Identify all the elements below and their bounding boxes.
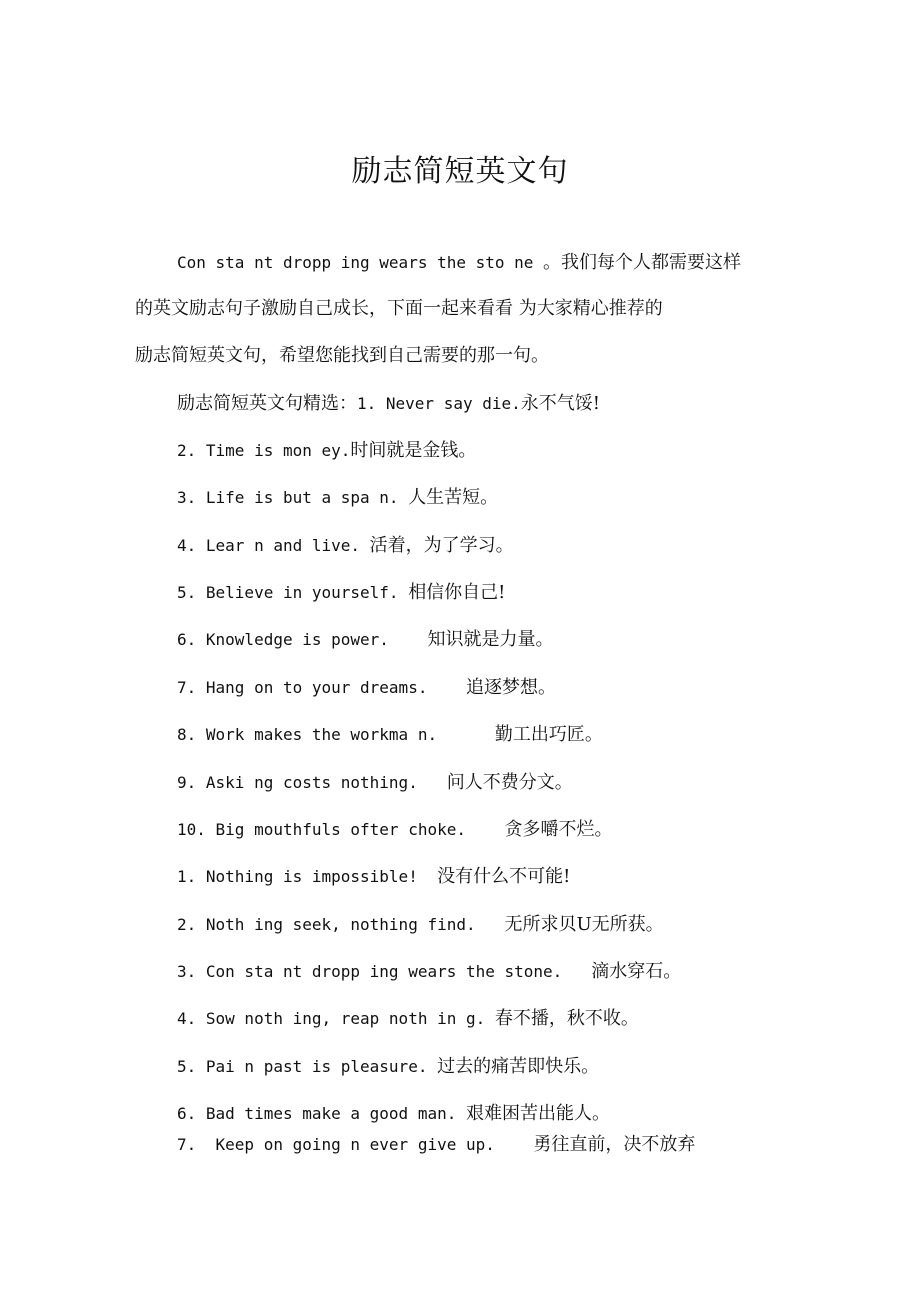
list2-item-6 xyxy=(177,1105,610,1123)
list1-item-10-cn: 贪多嚼不烂。 xyxy=(504,819,613,840)
list1-item-9 xyxy=(177,774,573,792)
list2-item-4 xyxy=(177,1010,639,1028)
list1-item-6 xyxy=(177,631,553,649)
list2-item-3 xyxy=(177,963,681,981)
list1-item-1 xyxy=(177,395,600,413)
list1-item-4-en: 4. Lear n and live. xyxy=(177,536,370,555)
list2-item-4-en: 4. Sow noth ing, reap noth in g. xyxy=(177,1009,495,1028)
document-title: 励志简短英文句 xyxy=(351,154,569,189)
intro-line-1-en: Con sta nt dropp ing wears the sto ne xyxy=(177,253,544,272)
list1-item-5 xyxy=(177,584,505,602)
list1-item-8 xyxy=(177,726,603,744)
list2-item-2 xyxy=(177,916,664,934)
list1-item-1-cn: 永不气馁! xyxy=(520,393,600,414)
list2-item-5-cn: 过去的痛苦即快乐。 xyxy=(437,1056,600,1077)
intro-line-2: 的英文励志句子激励自己成长，下面一起来看看 为大家精心推荐的 xyxy=(135,298,663,319)
list1-item-4-cn: 活着，为了学习。 xyxy=(369,535,514,556)
list2-item-1-cn: 没有什么不可能! xyxy=(437,866,571,887)
list2-item-6-cn: 艰难困苦出能人。 xyxy=(465,1103,610,1124)
list1-item-2-en: 2. Time is mon ey. xyxy=(177,441,351,460)
list2-item-7-cn: 勇往直前，决不放弃 xyxy=(533,1134,696,1155)
list2-item-6-en: 6. Bad times make a good man. xyxy=(177,1104,466,1123)
list2-item-1 xyxy=(177,868,570,886)
list2-item-7 xyxy=(177,1136,695,1154)
list1-item-5-cn: 相信你自己! xyxy=(408,582,506,603)
list1-item-3-en: 3. Life is but a spa n. xyxy=(177,488,409,507)
list1-item-10 xyxy=(177,821,613,839)
list1-item-10-en: 10. Big mouthfuls ofter choke. xyxy=(177,820,505,839)
intro-line-1-cn: 。我们每个人都需要这样 xyxy=(543,252,742,273)
list2-item-5 xyxy=(177,1058,599,1076)
list2-item-7-en: 7. Keep on going n ever give up. xyxy=(177,1135,534,1154)
list1-item-6-en: 6. Knowledge is power. xyxy=(177,630,428,649)
list1-item-2-cn: 时间就是金钱。 xyxy=(350,440,477,461)
list2-item-3-cn: 滴水穿石。 xyxy=(591,961,682,982)
list1-item-2 xyxy=(177,442,476,460)
list2-item-2-en: 2. Noth ing seek, nothing find. xyxy=(177,915,505,934)
selection-label: 励志简短英文句精选： xyxy=(177,393,357,414)
list1-item-9-cn: 问人不费分文。 xyxy=(446,772,573,793)
list2-item-5-en: 5. Pai n past is pleasure. xyxy=(177,1057,438,1076)
list2-item-1-en: 1. Nothing is impossible! xyxy=(177,867,438,886)
list2-item-4-cn: 春不播，秋不收。 xyxy=(494,1008,639,1029)
list1-item-7-cn: 追逐梦想。 xyxy=(465,677,556,698)
list1-item-3 xyxy=(177,489,498,507)
list2-item-2-cn: 无所求贝U无所获。 xyxy=(504,914,664,935)
list1-item-4 xyxy=(177,537,514,555)
list1-item-1-en: 1. Never say die. xyxy=(357,394,521,413)
list1-item-6-cn: 知识就是力量。 xyxy=(427,629,554,650)
list1-item-7 xyxy=(177,679,556,697)
list2-item-3-en: 3. Con sta nt dropp ing wears the stone. xyxy=(177,962,592,981)
intro-line-3: 励志简短英文句，希望您能找到自己需要的那一句。 xyxy=(135,345,549,366)
list1-item-5-en: 5. Believe in yourself. xyxy=(177,583,409,602)
list1-item-7-en: 7. Hang on to your dreams. xyxy=(177,678,466,697)
list1-item-8-en: 8. Work makes the workma n. xyxy=(177,725,495,744)
list1-item-9-en: 9. Aski ng costs nothing. xyxy=(177,773,447,792)
list1-item-3-cn: 人生苦短。 xyxy=(408,487,499,508)
list1-item-8-cn: 勤工出巧匠。 xyxy=(494,724,603,745)
intro-line-1 xyxy=(177,254,741,272)
